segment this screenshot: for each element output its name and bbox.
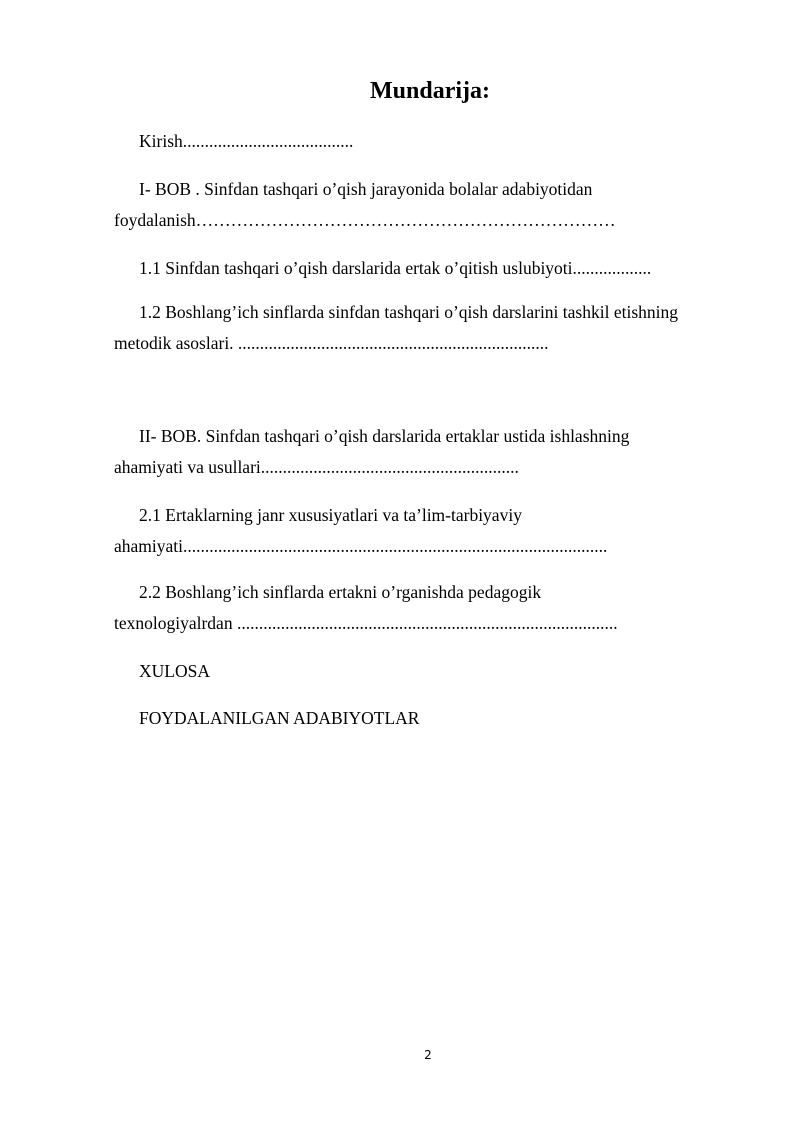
toc-entry-section-1-2 (114, 297, 734, 359)
page-title: Mundarija: (370, 78, 490, 104)
toc-line: ahamiyati va usullari........................................................... (114, 457, 519, 477)
toc-line: II- BOB. Sinfdan tashqari o’qish darslarida ertaklar ustida ishlashning (139, 426, 630, 446)
toc-line: 1.2 Boshlang’ich sinflarda sinfdan tashqari o’qish darslarini tashkil etishning (139, 302, 678, 322)
toc-entry-section-2-2 (114, 577, 734, 639)
toc-entry-chapter-1 (114, 174, 734, 236)
toc-line: foydalanish……………………………………………………………… (114, 210, 616, 230)
toc-line: 2.1 Ertaklarning janr xususiyatlari va ta’lim-tarbiyaviy (139, 505, 522, 525)
toc-line: I- BOB . Sinfdan tashqari o’qish jarayonida bolalar adabiyotidan (139, 179, 593, 199)
toc-entry-section-2-1 (114, 500, 734, 562)
toc-line: Kirish....................................... (139, 131, 354, 151)
toc-entry-section-1-1 (114, 253, 734, 284)
toc-line: XULOSA (139, 661, 210, 681)
toc-line: 2.2 Boshlang’ich sinflarda ertakni o’rganishda pedagogik (139, 582, 542, 602)
toc-entry-conclusion (114, 656, 734, 687)
toc-line: metodik asoslari. ....................................................................... (114, 333, 549, 353)
toc-entry-chapter-2 (114, 421, 734, 483)
toc-entry-intro (114, 126, 734, 157)
page-number: 2 (424, 1048, 432, 1062)
toc-line: 1.1 Sinfdan tashqari o’qish darslarida ertak o’qitish uslubiyoti.................. (139, 258, 652, 278)
toc-entry-references (114, 703, 734, 734)
toc-line: ahamiyati................................................................................................. (114, 536, 608, 556)
toc-line: FOYDALANILGAN ADABIYOTLAR (139, 708, 420, 728)
toc-line: texnologiyalrdan ....................................................................................... (114, 613, 618, 633)
